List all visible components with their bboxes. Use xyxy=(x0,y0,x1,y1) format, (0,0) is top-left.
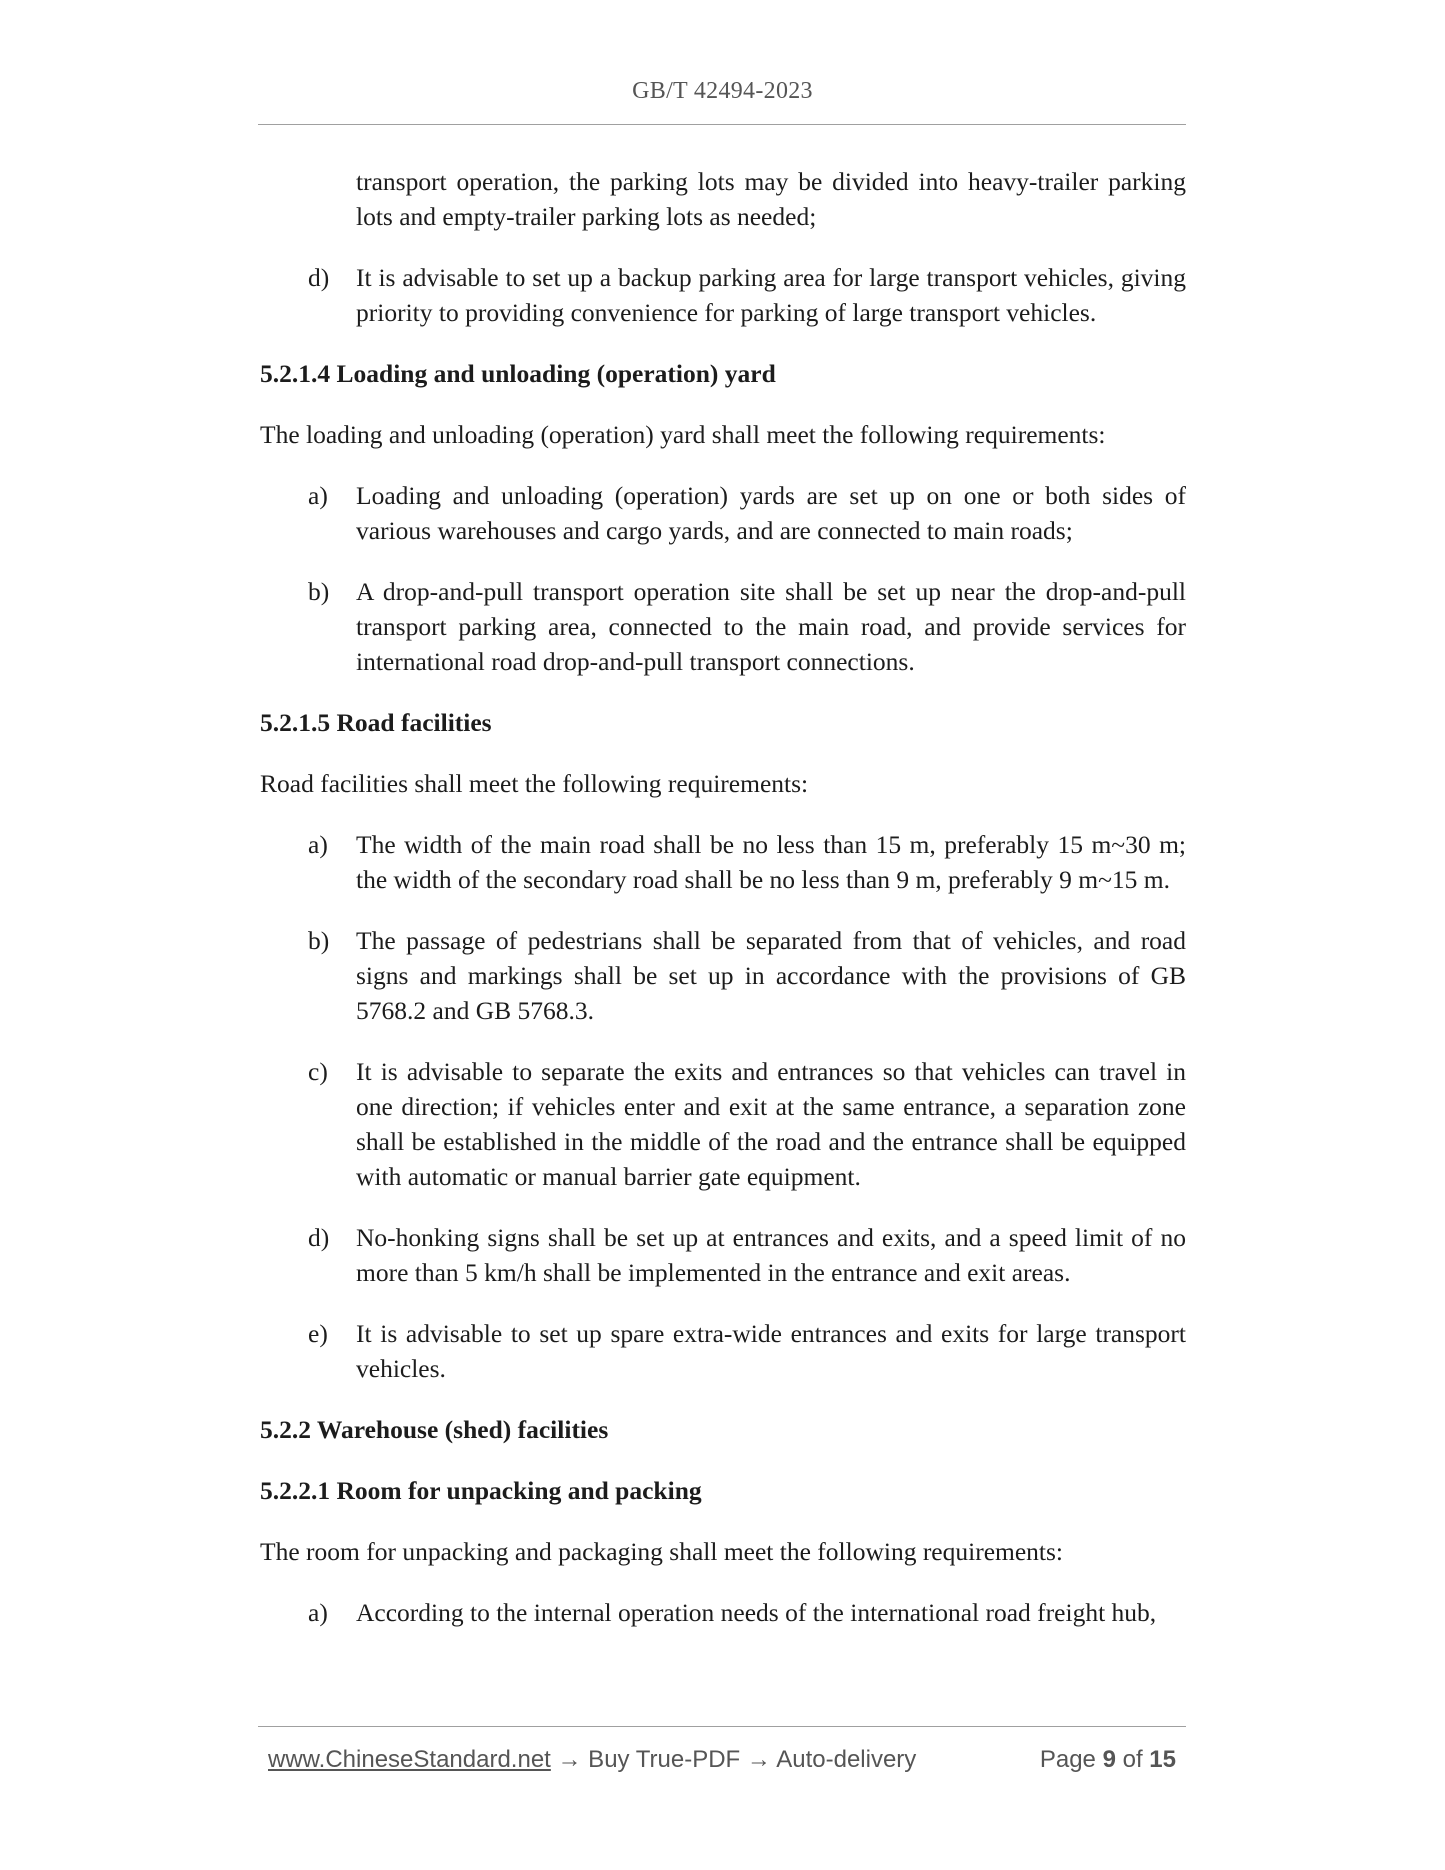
footer-promo xyxy=(268,1746,916,1774)
list-marker: a) xyxy=(308,481,328,510)
list-item-text: It is advisable to set up a backup parking area for large transport vehicles, giving priority to providing convenience for parking of large transport vehicles. xyxy=(356,263,1186,327)
list-marker: d) xyxy=(308,1223,330,1252)
section-heading-5-2-1-5: 5.2.1.5 Road facilities xyxy=(260,708,492,737)
page-footer xyxy=(268,1746,1186,1774)
list-item-text: The width of the main road shall be no less than 15 m, preferably 15 m~30 m; the width of the secondary road shall be no less than 9 m, preferably 9 m~15 m. xyxy=(356,830,1186,894)
list-marker: b) xyxy=(308,577,330,606)
page-label: Page xyxy=(1039,1746,1096,1773)
list-item-text: No-honking signs shall be set up at entrances and exits, and a speed limit of no more than 5 km/h shall be implemented in the entrance and exit areas. xyxy=(356,1223,1186,1287)
list-item-continuation xyxy=(260,164,1186,234)
footer-divider xyxy=(258,1726,1186,1727)
list-marker: b) xyxy=(308,926,330,955)
list-marker: a) xyxy=(308,830,328,859)
list-marker: d) xyxy=(308,263,330,292)
header-doc-code: GB/T 42494-2023 xyxy=(632,78,813,104)
list-marker: e) xyxy=(308,1319,328,1348)
page-indicator xyxy=(1040,1746,1186,1774)
list-item xyxy=(260,1220,1186,1290)
section-intro: Road facilities shall meet the following requirements: xyxy=(260,769,809,798)
page-current: 9 xyxy=(1102,1746,1116,1773)
list-item-text: The passage of pedestrians shall be separated from that of vehicles, and road signs and markings shall be set up in accordance with the provisions of GB 5768.2 and GB 5768.3. xyxy=(356,926,1186,1025)
list-item-text: It is advisable to separate the exits and entrances so that vehicles can travel in one direction; if vehicles enter and exit at the same entrance, a separation zone shall be established in the middle of the road and the entrance shall be equipped with automatic or manual barrier gate equipment. xyxy=(356,1057,1186,1191)
section-heading-5-2-2: 5.2.2 Warehouse (shed) facilities xyxy=(260,1415,609,1444)
page-total: 15 xyxy=(1149,1746,1176,1773)
section-intro: The loading and unloading (operation) yard shall meet the following requirements: xyxy=(260,420,1106,449)
list-item xyxy=(260,923,1186,1028)
footer-tagline: → Buy True-PDF → Auto-delivery xyxy=(550,1746,917,1773)
list-item xyxy=(260,260,1186,330)
list-item xyxy=(260,1595,1186,1630)
list-item-text: Loading and unloading (operation) yards are set up on one or both sides of various warehouses and cargo yards, and are connected to main roads; xyxy=(356,481,1186,545)
website-link[interactable]: www.ChineseStandard.net xyxy=(268,1746,551,1773)
list-item-text: transport operation, the parking lots may be divided into heavy-trailer parking lots and empty-trailer parking lots as needed; xyxy=(356,167,1186,231)
list-item-text: A drop-and-pull transport operation site shall be set up near the drop-and-pull transport parking area, connected to the main road, and provide services for international road drop-and-pull transport connections. xyxy=(356,577,1186,676)
list-item xyxy=(260,1316,1186,1386)
list-item xyxy=(260,1054,1186,1194)
list-item xyxy=(260,478,1186,548)
section-heading-5-2-2-1: 5.2.2.1 Room for unpacking and packing xyxy=(260,1476,702,1505)
header-divider xyxy=(258,124,1186,125)
section-heading-5-2-1-4: 5.2.1.4 Loading and unloading (operation) yard xyxy=(260,359,776,388)
list-item xyxy=(260,574,1186,679)
list-marker: a) xyxy=(308,1598,328,1627)
list-item-text: According to the internal operation needs of the international road freight hub, xyxy=(356,1598,1157,1627)
of-label: of xyxy=(1122,1746,1143,1773)
list-item-text: It is advisable to set up spare extra-wide entrances and exits for large transport vehicles. xyxy=(356,1319,1186,1383)
section-intro: The room for unpacking and packaging shall meet the following requirements: xyxy=(260,1537,1064,1566)
list-item xyxy=(260,827,1186,897)
page-content xyxy=(260,164,1186,1656)
list-marker: c) xyxy=(308,1057,328,1086)
